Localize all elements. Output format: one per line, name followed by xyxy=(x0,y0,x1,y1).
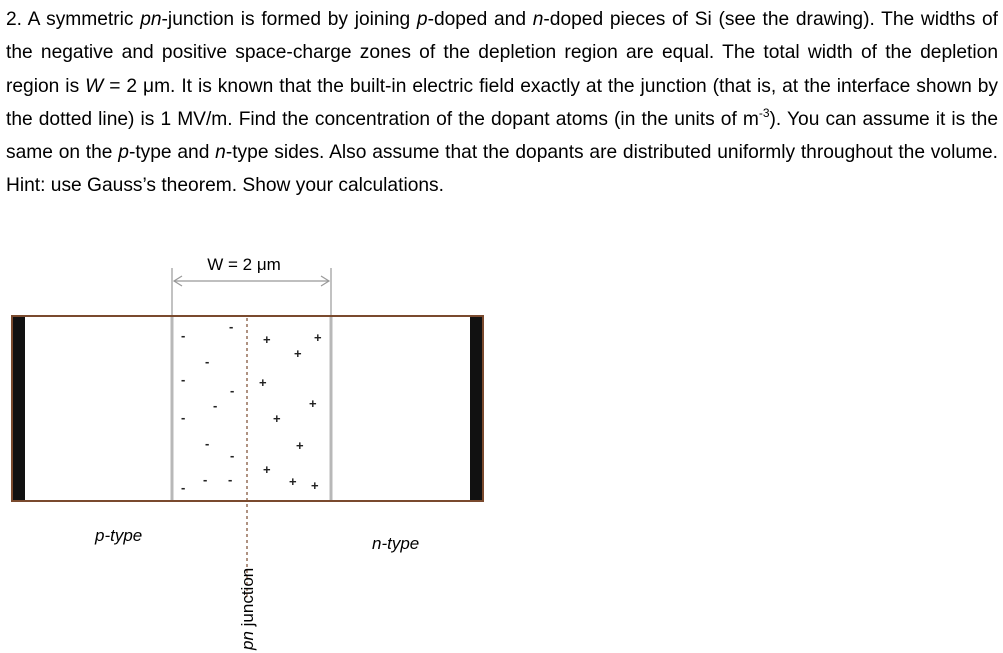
problem-text: ). You can assume it is the same on the xyxy=(6,108,999,164)
plus-sign: + xyxy=(263,332,271,347)
plus-sign: + xyxy=(314,330,322,345)
minus-sign: - xyxy=(203,472,208,487)
plus-sign: + xyxy=(296,438,304,453)
plus-sign: + xyxy=(263,462,271,477)
problem-number: 2. xyxy=(6,9,23,30)
minus-sign: - xyxy=(181,480,186,495)
left-electrode xyxy=(12,317,25,500)
plus-sign: + xyxy=(289,474,297,489)
problem-italic: p xyxy=(118,142,129,164)
plus-sign: + xyxy=(273,411,281,426)
plus-sign: + xyxy=(311,478,319,493)
pn-junction-label: pn junction xyxy=(238,567,257,650)
minus-sign: - xyxy=(229,319,234,334)
plus-sign: + xyxy=(294,346,302,361)
problem-text: A symmetric xyxy=(22,9,141,30)
minus-sign: - xyxy=(228,472,233,487)
problem-text: = 2 μm. It is known that the built-in electric field exactly at the junction (that is, at the interface shown by the dotted line) is 1 MV/m. Find the concentration of the dopant atoms (in the units of m xyxy=(6,75,998,130)
problem-text: -doped and xyxy=(427,9,533,30)
minus-sign: - xyxy=(181,372,186,387)
exponent: -3 xyxy=(758,105,770,120)
pn-junction-diagram xyxy=(0,240,1003,653)
problem-italic: W xyxy=(85,75,104,97)
problem-italic: pn xyxy=(140,9,162,30)
problem-italic: n xyxy=(532,9,544,30)
problem-text: -doped pieces of Si (see the drawing). The widths of the negative and positive space-charge zones of the depletion region are equal. The total width of the depletion region is xyxy=(6,9,998,97)
minus-sign: - xyxy=(181,328,186,343)
plus-sign: + xyxy=(259,375,267,390)
problem-text: -type sides. Also assume that the dopants are distributed uniformly throughout the volume. Hint: use Gauss’s theorem. Show your calculations. xyxy=(6,142,998,197)
negative-charges xyxy=(181,319,234,495)
minus-sign: - xyxy=(230,448,235,463)
problem-statement xyxy=(6,3,998,203)
width-label: W = 2 μm xyxy=(207,255,281,274)
positive-charges xyxy=(259,330,322,493)
problem-italic: n xyxy=(215,142,226,164)
problem-text: -type and xyxy=(128,142,216,164)
p-type-label: p-type xyxy=(95,526,143,545)
minus-sign: - xyxy=(205,436,210,451)
minus-sign: - xyxy=(213,398,218,413)
problem-italic: p xyxy=(416,9,428,30)
minus-sign: - xyxy=(230,383,235,398)
plus-sign: + xyxy=(309,396,317,411)
minus-sign: - xyxy=(181,410,186,425)
problem-text: -junction is formed by joining xyxy=(161,9,417,30)
right-electrode xyxy=(470,317,483,500)
minus-sign: - xyxy=(205,354,210,369)
n-type-label: n-type xyxy=(372,534,420,553)
